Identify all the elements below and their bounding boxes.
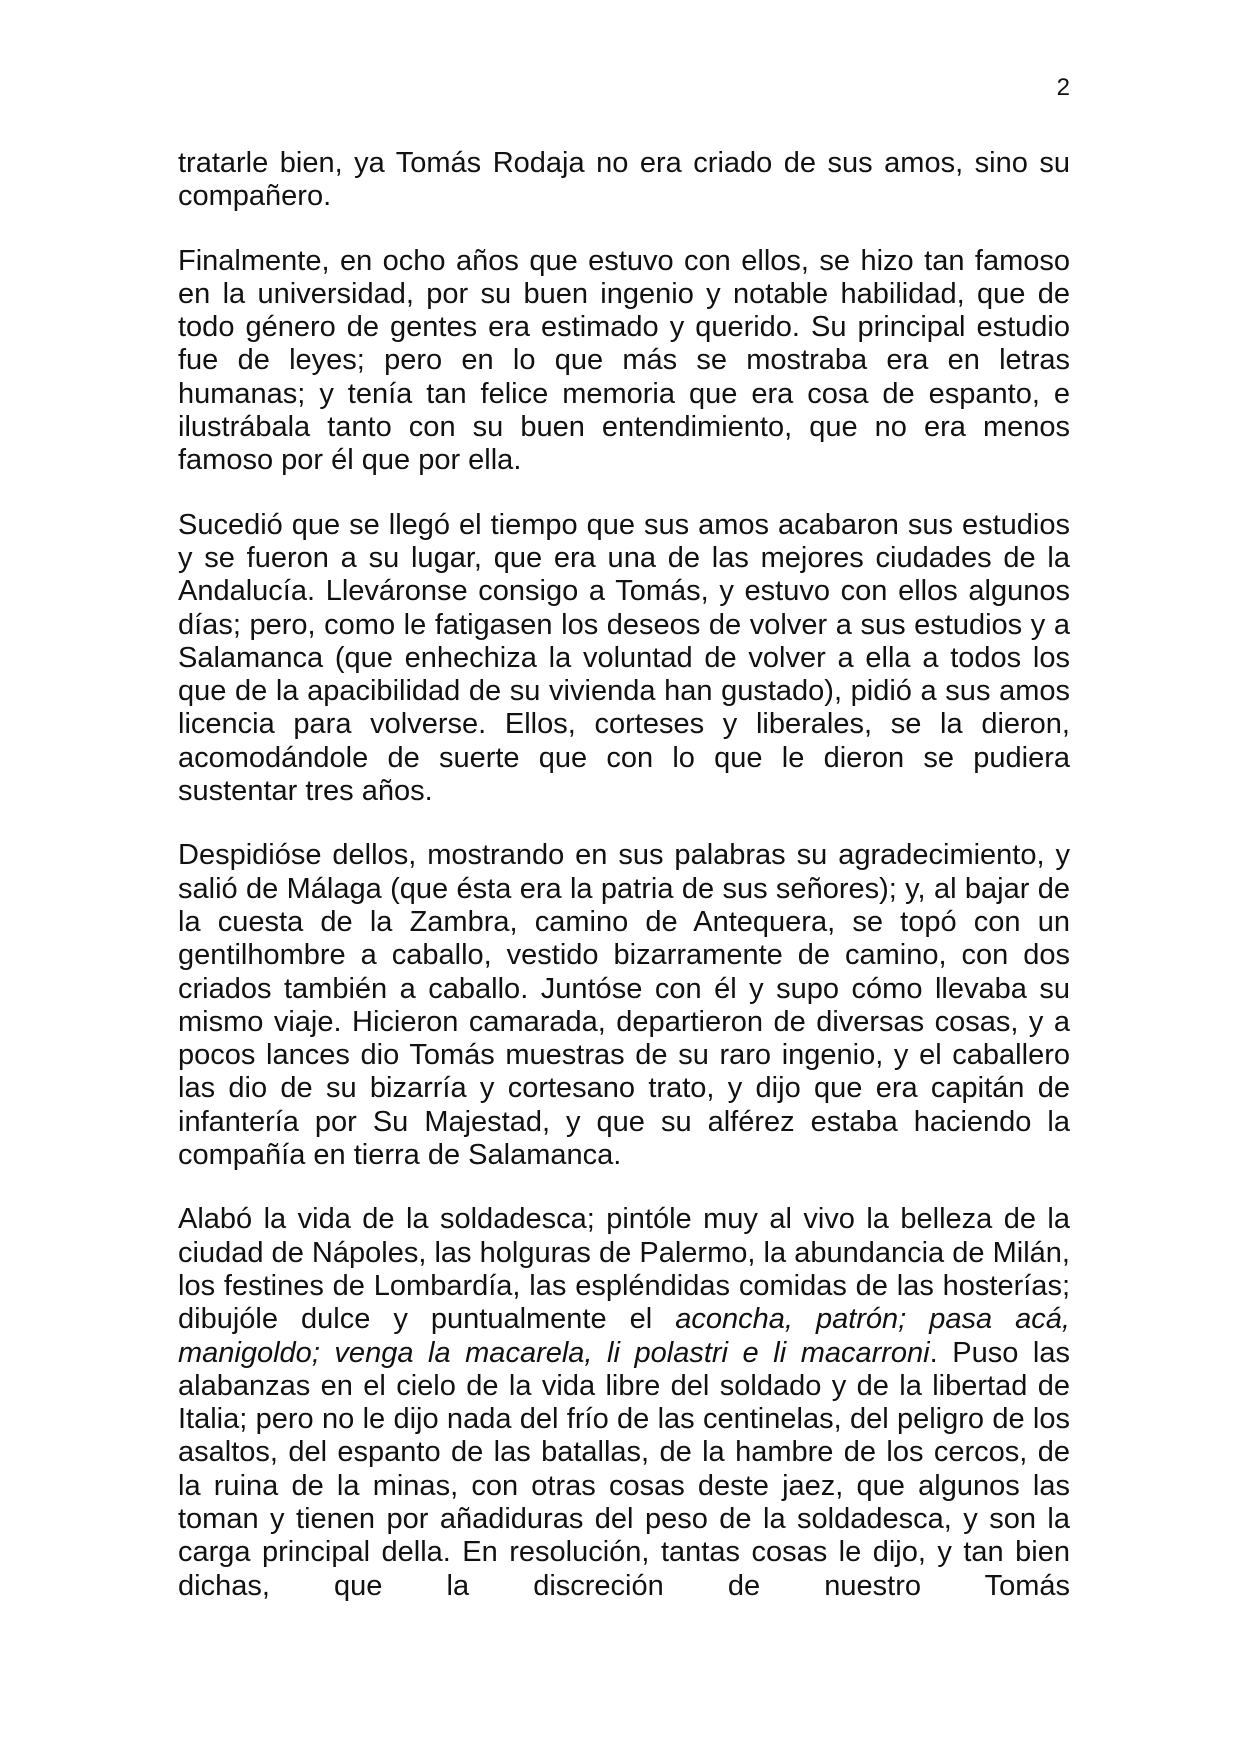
paragraph-2: Finalmente, en ocho años que estuvo con ellos, se hizo tan famoso en la universidad, por su buen ingenio y notable habilidad, que de todo género de gentes era estimado y querido. Su principal estudio fue de leyes; pero en lo que más se mostraba era en letras humanas; y tenía tan felice memoria que era cosa de espanto, e ilustrábala tanto con su buen entendimiento, que no era menos famoso por él que por ella. [178,244,1070,477]
paragraph-4: Despidióse dellos, mostrando en sus palabras su agradecimiento, y salió de Málaga (que ésta era la patria de sus señores); y, al bajar de la cuesta de la Zambra, camino de Antequera, se topó con un gentilhombre a caballo, vestido bizarramente de camino, con dos criados también a caballo. Juntóse con él y supo cómo llevaba su mismo viaje. Hicieron camarada, departieron de diversas cosas, y a pocos lances dio Tomás muestras de su raro ingenio, y el caballero las dio de su bizarría y cortesano trato, y dijo que era capitán de infantería por Su Majestad, y que su alférez estaba haciendo la compañía en tierra de Salamanca. [178,839,1070,1172]
paragraph-5 [178,1203,1070,1603]
paragraph-3: Sucedió que se llegó el tiempo que sus amos acabaron sus estudios y se fueron a su lugar, que era una de las mejores ciudades de la Andalucía. Lleváronse consigo a Tomás, y estuvo con ellos algunos días; pero, como le fatigasen los deseos de volver a sus estudios y a Salamanca (que enhechiza la voluntad de volver a ella a todos los que de la apacibilidad de su vivienda han gustado), pidió a sus amos licencia para volverse. Ellos, corteses y liberales, se la dieron, acomodándole de suerte que con lo que le dieron se pudiera sustentar tres años. [178,508,1070,808]
italian-phrase: aconcha, patrón; pasa acá, manigoldo; venga la macarela, li polastri e li macarroni [178,1303,1070,1369]
paragraph-1: tratarle bien, ya Tomás Rodaja no era criado de sus amos, sino su compañero. [178,147,1070,213]
body-text [178,147,1070,1603]
paragraph-5-text-after: . Puso las alabanzas en el cielo de la vida libre del soldado y de la libertad de Italia; pero no le dijo nada del frío de las centinelas, del peligro de los asaltos, del espanto de las batallas, de la hambre de los cercos, de la ruina de la minas, con otras cosas deste jaez, que algunos las toman y tienen por añadiduras del peso de la soldadesca, y son la carga principal della. En resolución, tantas cosas le dijo, y tan bien dichas, que la discreción de nuestro Tomás [178,1336,1071,1602]
page-number: 2 [1056,74,1070,101]
paragraph-5-text-before: Alabó la vida de la soldadesca; pintóle muy al vivo la belleza de la ciudad de Nápoles, las holguras de Palermo, la abundancia de Milán, los festines de Lombardía, las espléndidas comidas de las hosterías; dibujóle dulce y puntualmente el [178,1203,1070,1336]
